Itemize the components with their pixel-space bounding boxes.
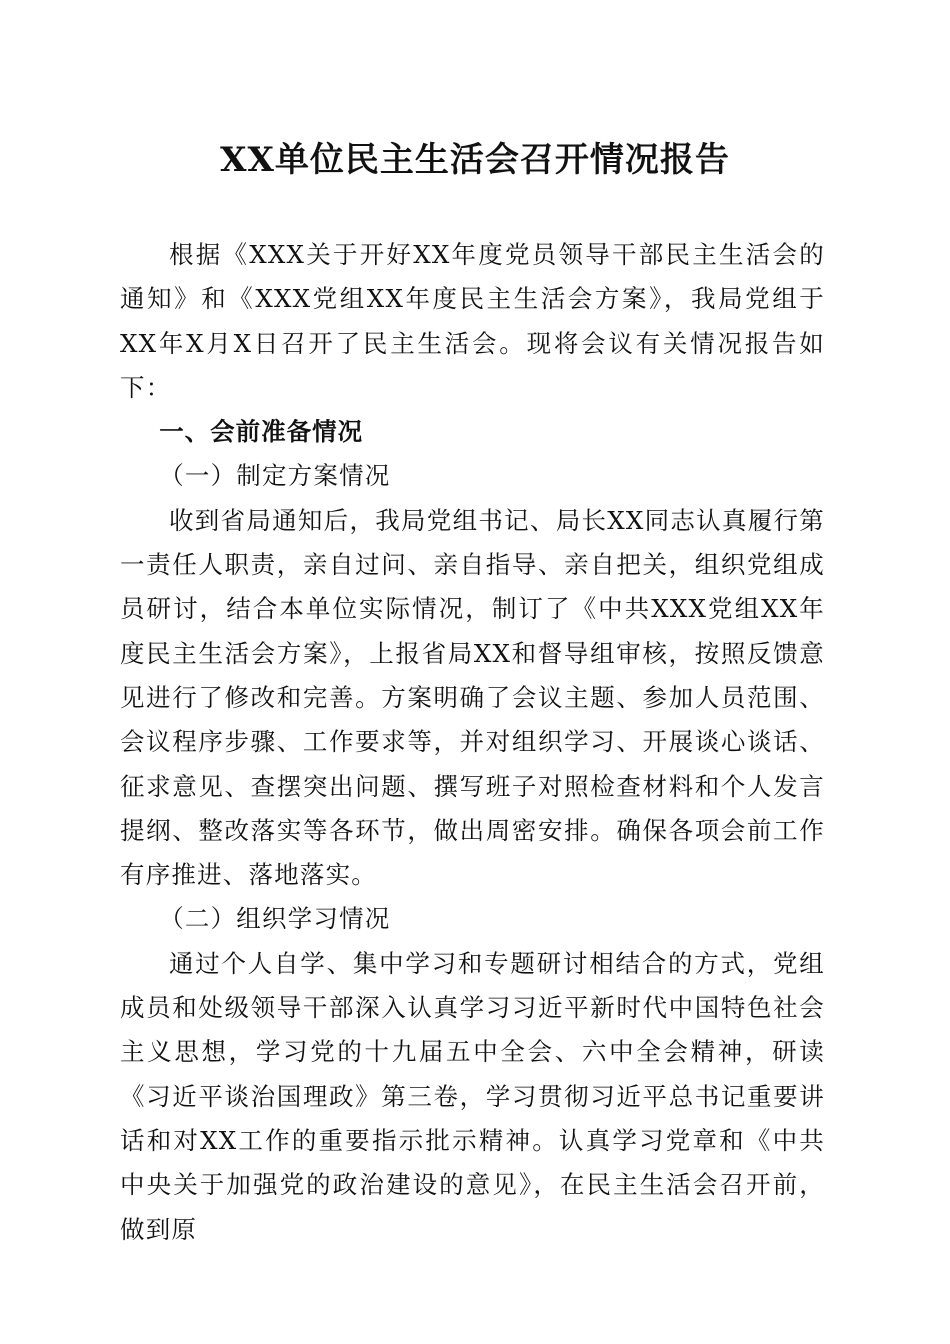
document-title: XX单位民主生活会召开情况报告: [220, 140, 730, 180]
study-paragraph: 通过个人自学、集中学习和专题研讨相结合的方式，党组成员和处级领导干部深入认真学习习近平新时代中国特色社会主义思想，学习党的十九届五中全会、六中全会精神，研读《习近平谈治国理政》第三卷，学习贯彻习近平总书记重要讲话和对XX工作的重要指示批示精神。认真学习党章和《中共中央关于加强党的政治建设的意见》，在民主生活会召开前，做到原: [120, 948, 825, 1244]
intro-paragraph: 根据《XXX关于开好XX年度党员领导干部民主生活会的通知》和《XXX党组XX年度民主生活会方案》，我局党组于XX年X月X日召开了民主生活会。现将会议有关情况报告如下：: [120, 240, 825, 402]
section-heading-preparation: 一、会前准备情况: [159, 417, 364, 447]
subsection-heading-plan: （一）制定方案情况: [159, 461, 391, 491]
subsection-heading-study: （二）组织学习情况: [159, 904, 391, 934]
document-body: [120, 233, 825, 1252]
plan-paragraph: 收到省局通知后，我局党组书记、局长XX同志认真履行第一责任人职责，亲自过问、亲自指导、亲自把关，组织党组成员研讨，结合本单位实际情况，制订了《中共XXX党组XX年度民主生活会方案》，上报省局XX和督导组审核，按照反馈意见进行了修改和完善。方案明确了会议主题、参加人员范围、会议程序步骤、工作要求等，并对组织学习、开展谈心谈话、征求意见、查摆突出问题、撰写班子对照检查材料和个人发言提纲、整改落实等各环节，做出周密安排。确保各项会前工作有序推进、落地落实。: [120, 505, 825, 890]
